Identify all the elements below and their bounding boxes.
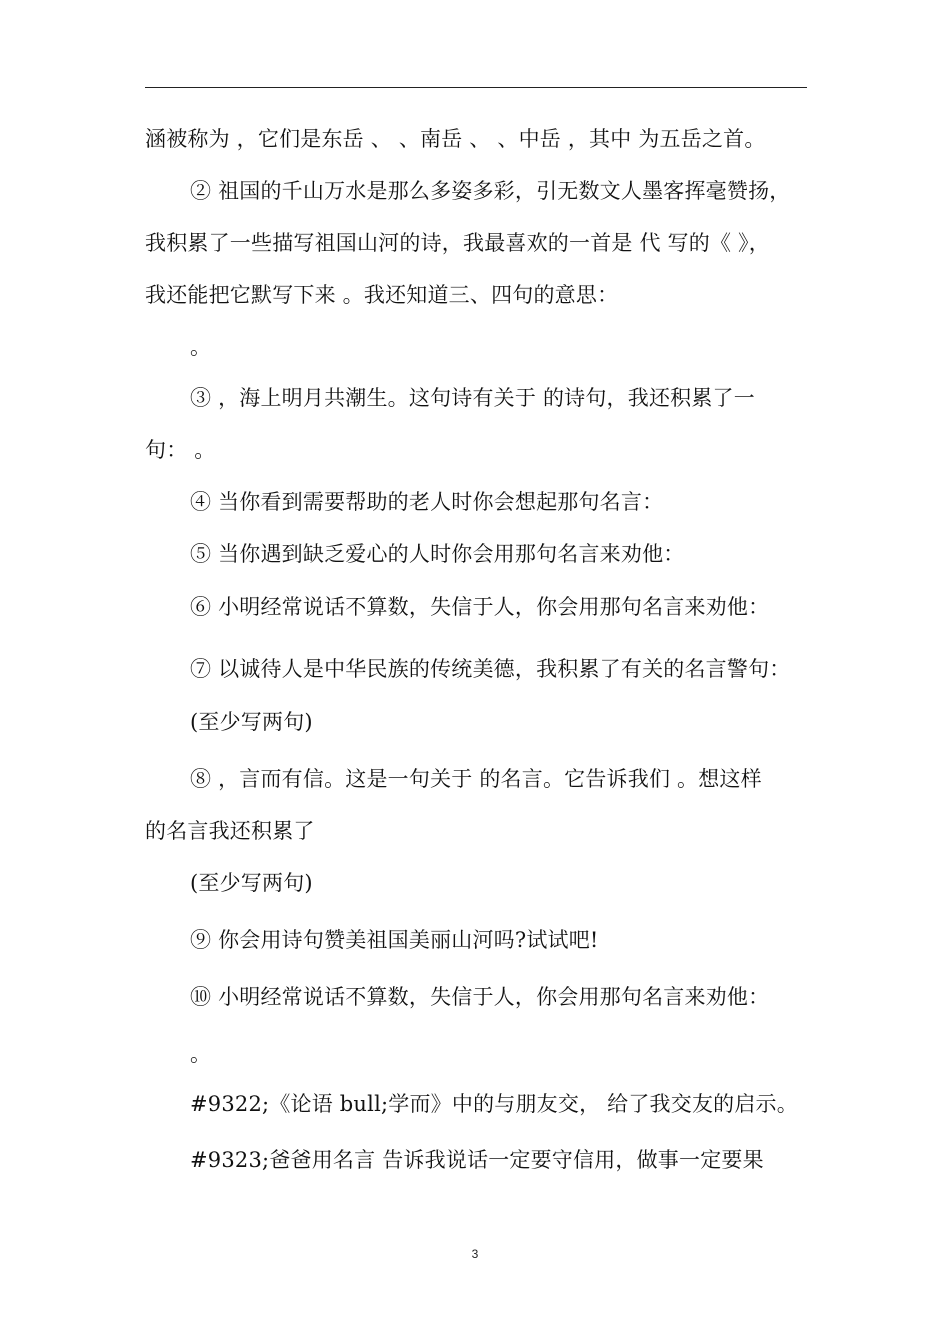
text-line: (至少写两句) [190,871,313,895]
text-line: ③ ，海上明月共潮生。这句诗有关于 的诗句，我还积累了一 [190,386,755,410]
text-line: 句： 。 [145,438,216,462]
text-line: 涵被称为 ，它们是东岳 、 、南岳 、 、中岳 ，其中 为五岳之首。 [145,127,766,151]
text-line: ⑦ 以诚待人是中华民族的传统美德，我积累了有关的名言警句： [190,657,791,681]
text-line: ⑨ 你会用诗句赞美祖国美丽山河吗?试试吧! [190,928,599,952]
text-line: #9322;《论语 bull;学而》中的与朋友交， 给了我交友的启示。 [190,1092,798,1116]
text-line: 的名言我还积累了 [145,819,315,843]
text-line: (至少写两句) [190,710,313,734]
header-rule [145,87,807,88]
text-line: ⑩ 小明经常说话不算数，失信于人，你会用那句名言来劝他： [190,985,770,1009]
text-line: 。 [190,335,212,359]
page-number: 3 [471,1247,479,1261]
text-line: ⑥ 小明经常说话不算数，失信于人，你会用那句名言来劝他： [190,595,770,619]
text-line: 。 [190,1042,212,1066]
text-line: ⑧ ，言而有信。这是一句关于 的名言。它告诉我们 。想这样 [190,767,762,791]
text-line: ⑤ 当你遇到缺乏爱心的人时你会用那句名言来劝他： [190,542,685,566]
text-line: ② 祖国的千山万水是那么多姿多彩，引无数文人墨客挥毫赞扬， [190,179,791,203]
text-line: #9323;爸爸用名言 告诉我说话一定要守信用，做事一定要果 [190,1148,764,1172]
text-line: ④ 当你看到需要帮助的老人时你会想起那句名言： [190,490,664,514]
text-line: 我积累了一些描写祖国山河的诗，我最喜欢的一首是 代 写的《 》， [145,231,770,255]
text-line: 我还能把它默写下来 。我还知道三、四句的意思： [145,283,619,307]
